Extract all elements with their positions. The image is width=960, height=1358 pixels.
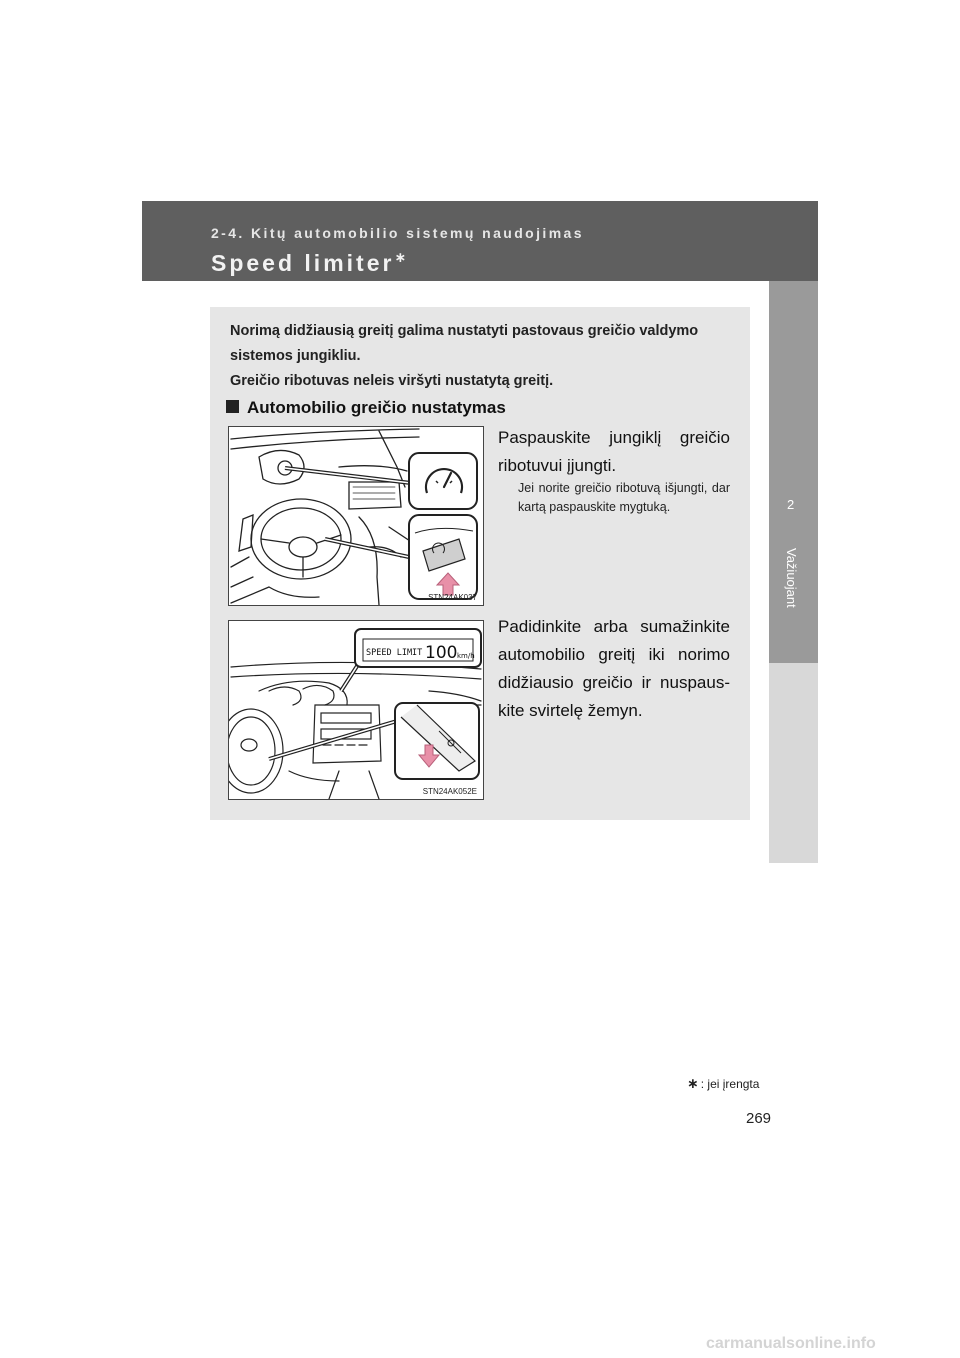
footnote-text: : jei įrengta	[700, 1077, 760, 1091]
figure-code-2: STN24AK052E	[422, 787, 477, 796]
side-tab-light	[769, 663, 818, 863]
title-asterisk: ∗	[394, 249, 407, 265]
content-box	[210, 307, 750, 820]
square-bullet-icon	[226, 400, 239, 413]
dashboard-illustration-2	[229, 621, 483, 799]
subheading-text: Automobilio greičio nustatymas	[247, 398, 506, 417]
display-unit: km/h	[457, 652, 475, 660]
subheading	[226, 398, 506, 418]
watermark: carmanualsonline.info	[706, 1335, 876, 1352]
step-2-text: Padidinkite arba sumažinkite automobilio greitį iki norimo didžiausio greičio ir nuspaus-kite svirtelę žemyn.	[498, 617, 730, 720]
figure-speed-limiter-switch	[228, 426, 484, 606]
display-label: SPEED LIMIT	[366, 648, 423, 658]
footnote-asterisk: ∗	[687, 1075, 699, 1091]
page-title	[211, 249, 406, 277]
figure-speed-limit-lever	[228, 620, 484, 800]
step-1-note: Jei norite greičio ribotuvą išjungti, dar kartą paspauskite mygtuką.	[518, 481, 730, 514]
page-title-text: Speed limiter	[211, 250, 395, 276]
figure-code-1: STN24AK037	[428, 593, 477, 602]
intro-line-2: Greičio ribotuvas neleis viršyti nustatytą greitį.	[230, 373, 554, 389]
page-number: 269	[746, 1110, 772, 1127]
dashboard-illustration-1	[229, 427, 483, 605]
chapter-header	[142, 201, 818, 281]
display-value: 100	[425, 643, 458, 663]
tab-title: Važiuojant	[784, 548, 799, 608]
intro-line-1: Norimą didžiausią greitį galima nustatyti pastovaus greičio valdymo sistemos jungikliu.	[230, 323, 699, 364]
section-label: 2-4. Kitų automobilio sistemų naudojimas	[211, 225, 584, 241]
intro-text	[230, 319, 730, 394]
step-1-text: Paspauskite jungiklį greičio ribotuvui įjungti.	[498, 428, 730, 475]
footnote	[687, 1075, 759, 1092]
tab-number: 2	[787, 497, 795, 512]
